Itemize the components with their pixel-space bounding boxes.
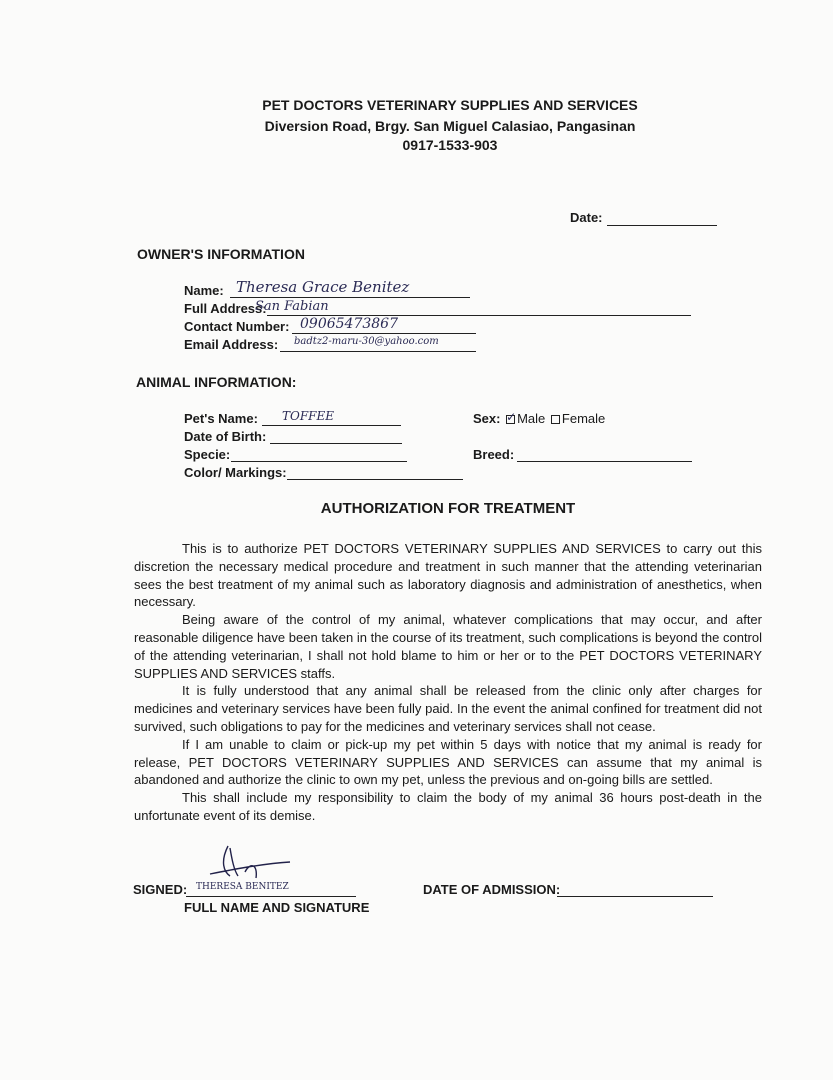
contact-label: Contact Number:: [184, 319, 290, 334]
male-label: Male: [517, 411, 546, 426]
company-address: Diversion Road, Brgy. San Miguel Calasiao, Pangasinan: [264, 118, 636, 134]
female-label: Female: [561, 411, 606, 426]
company-name: PET DOCTORS VETERINARY SUPPLIES AND SERVICES: [262, 97, 638, 113]
email-value: badtz2-maru-30@yahoo.com: [294, 336, 439, 347]
name-label: Name:: [184, 283, 224, 298]
sex-label: Sex:: [473, 411, 501, 426]
date-field[interactable]: [607, 211, 717, 226]
paragraph-1: This is to authorize PET DOCTORS VETERINARY SUPPLIES AND SERVICES to carry out this discretion the necessary medical procedure and treatment in such manner that the attending veterinarian sees the best treatment of my animal such as laboratory diagnosis and administration of anesthetics, when necessary.: [134, 541, 762, 610]
pet-name-label: Pet's Name:: [184, 411, 258, 426]
admission-date-field[interactable]: [557, 882, 713, 897]
female-checkbox[interactable]: [551, 415, 560, 424]
signed-name: THERESA BENITEZ: [196, 882, 289, 892]
paragraph-3: It is fully understood that any animal shall be released from the clinic only after charges for medicines and veterinary services have been fully paid. In the event the animal confined for treatment did not survived, such obligations to pay for the medicines and veterinary services shall not cease.: [134, 683, 762, 734]
signed-label: SIGNED:: [133, 882, 188, 897]
signature-caption: FULL NAME AND SIGNATURE: [184, 900, 370, 915]
name-value: Theresa Grace Benitez: [236, 278, 410, 296]
paragraph-5: This shall include my responsibility to claim the body of my animal 36 hours post-death in the unfortunate event of its demise.: [134, 790, 762, 823]
animal-section-title: ANIMAL INFORMATION:: [136, 374, 297, 390]
paragraph-2: Being aware of the control of my animal, whatever complications that may occur, and after reasonable diligence have been taken in the course of its treatment, such complications is beyond the control of the attending veterinarian, I shall not hold blame to him or her or to the PET DOCTORS VETERINARY SUPPLIES AND SERVICES staffs.: [134, 612, 762, 681]
admission-label: DATE OF ADMISSION:: [423, 882, 561, 897]
specie-label: Specie:: [184, 447, 231, 462]
color-field[interactable]: [287, 465, 463, 480]
address-value: San Fabian: [255, 299, 329, 314]
dob-label: Date of Birth:: [184, 429, 267, 444]
address-field[interactable]: [267, 301, 691, 316]
authorization-body: [134, 540, 762, 825]
dob-field[interactable]: [270, 429, 402, 444]
color-label: Color/ Markings:: [184, 465, 287, 480]
male-checkbox[interactable]: [506, 410, 517, 425]
check-mark-icon: ✓: [506, 410, 517, 425]
company-phone: 0917-1533-903: [402, 137, 498, 153]
pet-name-value: TOFFEE: [282, 409, 335, 423]
specie-field[interactable]: [231, 447, 407, 462]
paragraph-4: If I am unable to claim or pick-up my pet within 5 days with notice that my animal is ready for release, PET DOCTORS VETERINARY SUPPLIES AND SERVICES can assume that my animal is abandoned and authorize the clinic to own my pet, unless the previous and on-going bills are settled.: [134, 736, 762, 788]
authorization-title: AUTHORIZATION FOR TREATMENT: [320, 500, 576, 517]
date-label: Date:: [570, 210, 603, 225]
owner-section-title: OWNER'S INFORMATION: [137, 246, 305, 262]
address-label: Full Address:: [184, 301, 267, 316]
sex-row: [473, 411, 605, 426]
contact-value: 09065473867: [300, 316, 398, 332]
email-label: Email Address:: [184, 337, 279, 352]
breed-field[interactable]: [517, 447, 692, 462]
breed-label: Breed:: [473, 447, 515, 462]
